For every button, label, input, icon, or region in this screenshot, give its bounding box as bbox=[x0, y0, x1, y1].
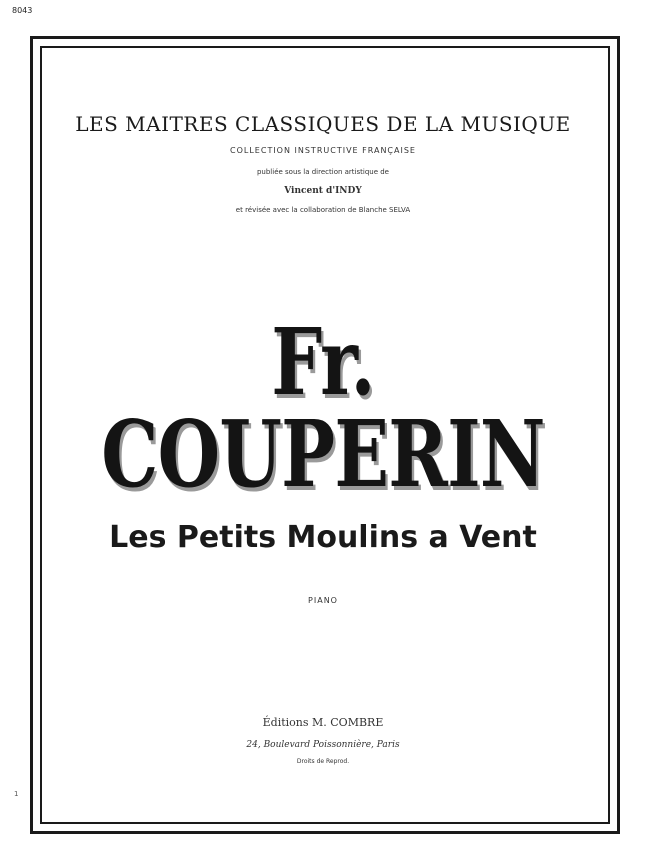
publisher-name: Éditions M. COMBRE bbox=[262, 716, 384, 729]
composer-name: Fr. COUPERIN bbox=[101, 308, 545, 508]
rights-note: Droits de Reprod. bbox=[296, 758, 350, 765]
revised-with-line: et révisée avec la collaboration de Blanche SELVA bbox=[235, 206, 411, 214]
editor-name: Vincent d'INDY bbox=[284, 186, 362, 196]
piece-title: Les Petits Moulins a Vent bbox=[109, 520, 537, 555]
series-title: LES MAITRES CLASSIQUES DE LA MUSIQUE bbox=[75, 112, 571, 136]
collection-line: COLLECTION INSTRUCTIVE FRANÇAISE bbox=[230, 146, 416, 155]
publisher-address: 24, Boulevard Poissonnière, Paris bbox=[246, 740, 400, 750]
published-under-line: publiée sous la direction artistique de bbox=[256, 168, 389, 176]
catalog-number: 8043 bbox=[12, 6, 33, 15]
instrument-label: PIANO bbox=[308, 596, 338, 605]
page-mark: 1 bbox=[14, 790, 19, 798]
